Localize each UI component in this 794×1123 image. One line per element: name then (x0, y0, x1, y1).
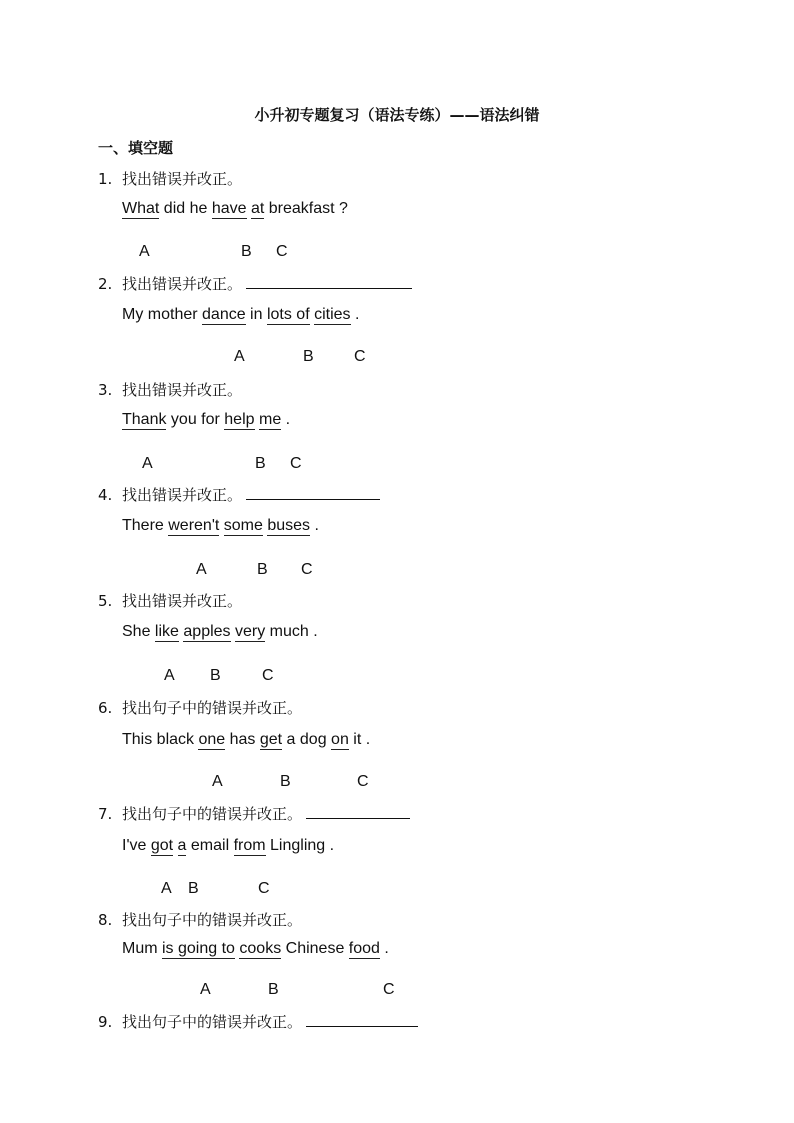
question-number: 2. (98, 275, 113, 293)
question-number: 7. (98, 805, 113, 823)
question-number: 1. (98, 170, 113, 188)
underlined-segment: help (224, 411, 255, 428)
option-label-b: B (257, 561, 268, 578)
underlined-segment: lots of (266, 306, 310, 323)
underlined-segment: from (233, 837, 266, 854)
question-number: 8. (98, 911, 113, 929)
sentence-text: . (310, 517, 319, 534)
option-label-a: A (142, 455, 153, 472)
underlined-segment: cooks (239, 940, 282, 957)
underlined-segment: apples (183, 623, 231, 640)
option-label-b: B (268, 981, 279, 998)
option-label-c: C (276, 243, 288, 260)
sentence-text: Mum (122, 940, 162, 957)
question-9-instruction (98, 1011, 418, 1032)
sentence-text: you for (166, 411, 225, 428)
question-8-sentence (122, 940, 389, 958)
underlined-segment: dance (202, 306, 246, 323)
question-8-instruction (98, 909, 302, 930)
sentence-text: a dog (282, 731, 332, 748)
question-2-sentence (122, 306, 359, 324)
option-label-a: A (164, 667, 175, 684)
question-number: 9. (98, 1013, 113, 1031)
instruction-text: 找出句子中的错误并改正。 (122, 911, 303, 929)
sentence-text: This black (122, 731, 199, 748)
sentence-text: much . (265, 623, 318, 640)
option-label-a: A (139, 243, 150, 260)
option-label-b: B (241, 243, 252, 260)
question-5-instruction (98, 590, 242, 611)
option-label-c: C (357, 773, 369, 790)
option-label-b: B (255, 455, 266, 472)
sentence-text: . (281, 411, 291, 428)
question-number: 6. (98, 699, 113, 717)
option-label-a: A (196, 561, 207, 578)
instruction-text: 找出错误并改正。 (122, 275, 243, 293)
question-3-sentence (122, 411, 290, 429)
page-title: 小升初专题复习（语法专练）——语法纠错 (254, 106, 540, 124)
sentence-text: I've (122, 837, 151, 854)
option-label-c: C (354, 348, 366, 365)
underlined-segment: like (154, 623, 179, 640)
underlined-segment: cities (314, 306, 351, 323)
option-label-b: B (280, 773, 291, 790)
sentence-text: email (186, 837, 234, 854)
instruction-text: 找出错误并改正。 (122, 170, 243, 188)
underlined-segment: on (331, 731, 349, 748)
sentence-text: breakfast ? (264, 200, 348, 217)
instruction-text: 找出错误并改正。 (122, 486, 243, 504)
question-5-sentence (122, 623, 318, 641)
instruction-text: 找出错误并改正。 (122, 592, 243, 610)
answer-blank[interactable] (306, 803, 410, 819)
option-label-c: C (290, 455, 302, 472)
underlined-segment: Thank (122, 411, 167, 428)
sentence-text: . (350, 306, 360, 323)
answer-blank[interactable] (246, 273, 412, 289)
instruction-text: 找出句子中的错误并改正。 (122, 699, 303, 717)
question-4-instruction (98, 484, 380, 505)
sentence-text: has (225, 731, 260, 748)
sentence-text: She (122, 623, 155, 640)
underlined-segment: is going to (162, 940, 235, 957)
question-4-sentence (122, 517, 319, 535)
question-1-instruction (98, 168, 242, 189)
option-label-c: C (262, 667, 274, 684)
instruction-text: 找出句子中的错误并改正。 (122, 1013, 303, 1031)
question-number: 4. (98, 486, 113, 504)
sentence-text: . (379, 940, 389, 957)
question-7-sentence (122, 837, 334, 855)
option-label-b: B (188, 880, 199, 897)
underlined-segment: get (259, 731, 283, 748)
sentence-text: There (122, 517, 169, 534)
sentence-text: did he (159, 200, 212, 217)
question-number: 3. (98, 381, 113, 399)
option-label-c: C (258, 880, 270, 897)
question-7-instruction (98, 803, 410, 824)
sentence-text: My mother (122, 306, 203, 323)
sentence-text: it . (348, 731, 371, 748)
underlined-segment: very (235, 623, 266, 640)
answer-blank[interactable] (246, 484, 380, 500)
question-3-instruction (98, 379, 242, 400)
sentence-text: in (245, 306, 267, 323)
underlined-segment: What (122, 200, 160, 217)
underlined-segment: have (211, 200, 247, 217)
option-label-b: B (303, 348, 314, 365)
instruction-text: 找出句子中的错误并改正。 (122, 805, 303, 823)
question-1-sentence (122, 200, 348, 218)
sentence-text (173, 837, 177, 854)
answer-blank[interactable] (306, 1011, 418, 1027)
question-2-instruction (98, 273, 412, 294)
option-label-a: A (200, 981, 211, 998)
underlined-segment: at (250, 200, 265, 217)
underlined-segment: some (223, 517, 263, 534)
option-label-c: C (383, 981, 395, 998)
underlined-segment: got (150, 837, 174, 854)
question-number: 5. (98, 592, 113, 610)
underlined-segment: a (177, 837, 187, 854)
underlined-segment: one (198, 731, 226, 748)
option-label-a: A (161, 880, 172, 897)
underlined-segment: buses (267, 517, 311, 534)
underlined-segment: food (348, 940, 380, 957)
option-label-a: A (234, 348, 245, 365)
sentence-text: Chinese (281, 940, 349, 957)
sentence-text: Lingling . (265, 837, 335, 854)
underlined-segment: weren't (168, 517, 220, 534)
section-heading: 一、填空题 (98, 139, 174, 157)
underlined-segment: me (258, 411, 282, 428)
option-label-c: C (301, 561, 313, 578)
instruction-text: 找出错误并改正。 (122, 381, 243, 399)
question-6-instruction (98, 697, 302, 718)
option-label-b: B (210, 667, 221, 684)
question-6-sentence (122, 731, 370, 749)
option-label-a: A (212, 773, 223, 790)
